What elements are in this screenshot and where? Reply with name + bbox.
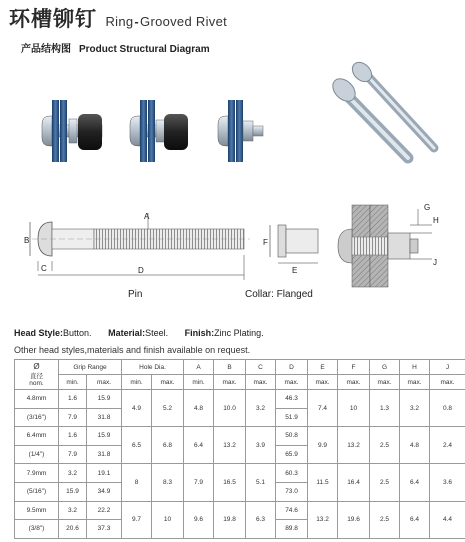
head-style-value: Button. (63, 328, 92, 338)
finish-label: Finish: (184, 328, 215, 338)
material-info-line (14, 328, 264, 338)
col-header-grip: Grip Range (59, 360, 122, 375)
installed-section-drawing (338, 203, 439, 287)
sub-header-max: max. (276, 375, 308, 390)
table-row: (5/16") 15.9 34.9 73.0 (15, 482, 465, 501)
dim-label-e: E (292, 266, 298, 275)
dim-label-c: C (41, 264, 47, 273)
col-header-hole: Hole Dia. (122, 360, 184, 375)
sub-header-max: max. (308, 375, 338, 390)
sub-header-min: min. (59, 375, 87, 390)
material-label: Material: (108, 328, 146, 338)
installation-step-3 (218, 100, 263, 162)
sub-header-max: max. (430, 375, 465, 390)
table-row: (1/4") 7.9 31.8 65.9 (15, 445, 465, 464)
sub-header-max: max. (400, 375, 430, 390)
spec-table (14, 359, 465, 539)
product-photo (320, 60, 445, 170)
head-style-label: Head Style: (14, 328, 64, 338)
collar-caption: Collar: Flanged (245, 289, 313, 300)
section-title-cn: 产品结构图 (21, 44, 71, 55)
pin-drawing (24, 212, 250, 280)
technical-drawing (20, 195, 460, 310)
col-header-h: H (400, 360, 430, 375)
sub-header-max: max. (87, 375, 122, 390)
table-row: 7.9mm 3.2 19.1 8 8.3 7.9 16.5 5.1 60.3 11.5 16.4 2.5 6.4 3.6 (15, 464, 465, 483)
col-header-c: C (246, 360, 276, 375)
sub-header-max: max. (214, 375, 246, 390)
dim-label-b: B (24, 236, 30, 245)
col-header-b: B (214, 360, 246, 375)
col-header-j: J (430, 360, 465, 375)
dim-label-g: G (424, 203, 431, 212)
table-row: (3/8") 20.6 37.3 89.8 (15, 520, 465, 539)
dim-label-d: D (138, 266, 144, 275)
availability-note: Other head styles,materials and finish available on request. (14, 345, 251, 355)
installation-sequence-illustration (38, 96, 278, 166)
pin-caption: Pin (128, 289, 143, 300)
dim-label-j: J (433, 258, 437, 267)
col-header-f: F (338, 360, 370, 375)
collar-drawing (263, 225, 318, 275)
sub-header-max: max. (338, 375, 370, 390)
table-row: 9.5mm 3.2 22.2 9.7 10 9.6 19.8 6.3 74.6 13.2 19.6 2.5 6.4 4.4 (15, 501, 465, 520)
sub-header-min: min. (184, 375, 214, 390)
installation-step-1 (42, 100, 102, 162)
table-row: (3/16") 7.9 31.8 51.9 (15, 408, 465, 427)
material-value: Steel. (145, 328, 169, 338)
dim-label-h: H (433, 216, 439, 225)
dia-header: Ø 直径 nom. (15, 360, 59, 390)
section-title (21, 40, 210, 55)
section-title-en: Product Structural Diagram (79, 44, 210, 55)
table-row: 6.4mm 1.6 15.9 6.5 6.8 6.4 13.2 3.9 50.8 9.9 13.2 2.5 4.8 2.4 (15, 427, 465, 446)
table-row: 4.8mm 1.6 15.9 4.9 5.2 4.8 10.0 3.2 46.3 7.4 10 1.3 3.2 0.8 (15, 390, 465, 409)
title-english: Ring-Grooved Rivet (105, 14, 228, 29)
col-header-e: E (308, 360, 338, 375)
dim-label-f: F (263, 238, 268, 247)
title-chinese: 环槽铆钉 (9, 7, 97, 31)
page-title (9, 3, 227, 33)
installation-step-2 (130, 100, 188, 162)
col-header-g: G (370, 360, 400, 375)
sub-header-max: max. (246, 375, 276, 390)
sub-header-max: max. (370, 375, 400, 390)
rivet-pin-photo (328, 74, 408, 158)
dim-label-a: A (144, 212, 150, 221)
sub-header-max: max. (152, 375, 184, 390)
col-header-d: D (276, 360, 308, 375)
col-header-a: A (184, 360, 214, 375)
finish-value: Zinc Plating. (214, 328, 264, 338)
sub-header-min: min. (122, 375, 152, 390)
